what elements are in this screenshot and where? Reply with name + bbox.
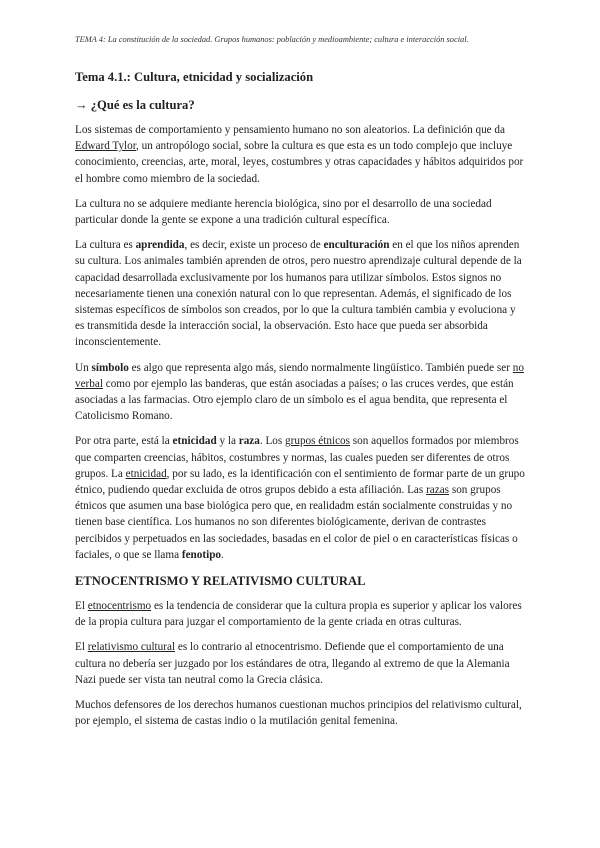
document-title: Tema 4.1.: Cultura, etnicidad y socialización [75, 70, 314, 84]
term-relativismo-cultural: relativismo cultural [87, 641, 176, 654]
text-run: La cultura es [75, 239, 136, 252]
term-fenotipo: fenotipo [181, 548, 222, 561]
text-run: y la [216, 435, 239, 448]
term-simbolo: símbolo [91, 361, 129, 374]
term-grupos-etnicos: grupos étnicos [285, 435, 350, 448]
edward-tylor-link[interactable]: Edward Tylor [75, 140, 137, 153]
term-no-verbal: no verbal [75, 361, 524, 390]
term-etnocentrismo: etnocentrismo [87, 600, 152, 613]
text-run: es algo que representa algo más, siendo normalmente lingüístico. También puede ser [128, 361, 513, 374]
section-question-heading: → ¿Qué es la cultura? [75, 98, 195, 112]
text-run: . Los [259, 435, 286, 448]
running-header: TEMA 4: La constitución de la sociedad. Grupos humanos: población y medioambiente; cultura e interacción social. [75, 35, 469, 44]
text-run: Por otra parte, está la [75, 435, 173, 448]
paragraph-symbol [75, 360, 525, 425]
text-run: , un antropólogo social, sobre la cultura es que esta es un todo complejo que incluye conocimiento, creencias, arte, moral, leyes, costumbres y otras capacidades y hábitos adquiridos por el hombre como miembro de la sociedad. [75, 140, 524, 185]
term-raza: raza [238, 435, 260, 448]
text-run: , es decir, existe un proceso de [184, 239, 324, 252]
term-etnicidad: etnicidad [125, 467, 167, 480]
text-run: como por ejemplo las banderas, que están asociadas a países; o las cruces verdes, que están asociadas a las farmacias. Otro ejemplo claro de un símbolo es el agua bendita, que representa el Catolicismo Romano. [75, 377, 514, 423]
text-run: son grupos étnicos que asumen una base biológica pero que, en realidadm están socialmente construidas y no tienen base científica. Los humanos no son diferentes biológicamente, derivan de contrastes percibidos y perpetuados en las sociedades, basadas en el color de piel o en características físicas o faciales, o que se llama [75, 484, 518, 561]
text-run: en el que los niños aprenden su cultura. Los animales también aprenden de otros, pero nuestro aprendizaje cultural depende de la capacidad desarrollada exclusivamente por los humanos para utilizar símbolos. Estos signos no necesariamente tienen una conexión natural con lo que representan. Además, el significado de los sistemas específicos de símbolos son creados, por lo que la cultura también cambia y evoluciona y es transmitida desde la interacción social, la observación. Esto hace que pueda ser absorbida inconscientemente. [75, 239, 522, 349]
text-run: es la tendencia de considerar que la cultura propia es superior y aplicar los valores de la propia cultura para juzgar el comportamiento de la gente criada en otras culturas. [75, 600, 522, 629]
paragraph-culture-definition [75, 122, 525, 187]
text-run: Los sistemas de comportamiento y pensamiento humano no son aleatorios. La definición que da [75, 124, 505, 136]
section-heading-ethnocentrism: ETNOCENTRISMO Y RELATIVISMO CULTURAL [75, 574, 366, 589]
term-razas: razas [426, 484, 450, 497]
text-run: , por su lado, es la identificación con el sentimiento de formar parte de un grupo étnico, pudiendo quedar excluida de otros grupos debido a esta afiliación. Las [75, 467, 525, 497]
text-run: El [75, 641, 88, 654]
term-etnicidad-bold: etnicidad [172, 435, 217, 448]
document-body [75, 68, 525, 739]
paragraph-ethnocentrism [75, 598, 525, 630]
term-aprendida: aprendida [135, 239, 185, 252]
text-run: Un [75, 361, 92, 374]
paragraph-cultural-relativism [75, 639, 525, 688]
paragraph-human-rights: Muchos defensores de los derechos humanos cuestionan muchos principios del relativismo cultural, por ejemplo, el sistema de castas indio o la mutilación genital femenina. [75, 699, 522, 728]
text-run: . [221, 548, 224, 561]
text-run: El [75, 600, 88, 613]
paragraph-learned-culture [75, 237, 525, 350]
paragraph-ethnicity-race [75, 433, 525, 563]
text-run: es lo contrario al etnocentrismo. Defiende que el comportamiento de una cultura no debería ser juzgado por los estándares de otra, llegando al extremo de que la Alemania Nazi puede ser vista tan neutral como la Grecia clásica. [75, 641, 510, 686]
text-run: son aquellos formados por miembros que comparten creencias, hábitos, costumbres y normas, las cuales pueden ser diferentes de otros grupos. La [75, 435, 519, 480]
paragraph-not-inherited: La cultura no se adquiere mediante herencia biológica, sino por el desarrollo de una sociedad particular donde la gente se expone a una tradición cultural específica. [75, 197, 492, 227]
term-enculturacion: enculturación [323, 239, 390, 252]
